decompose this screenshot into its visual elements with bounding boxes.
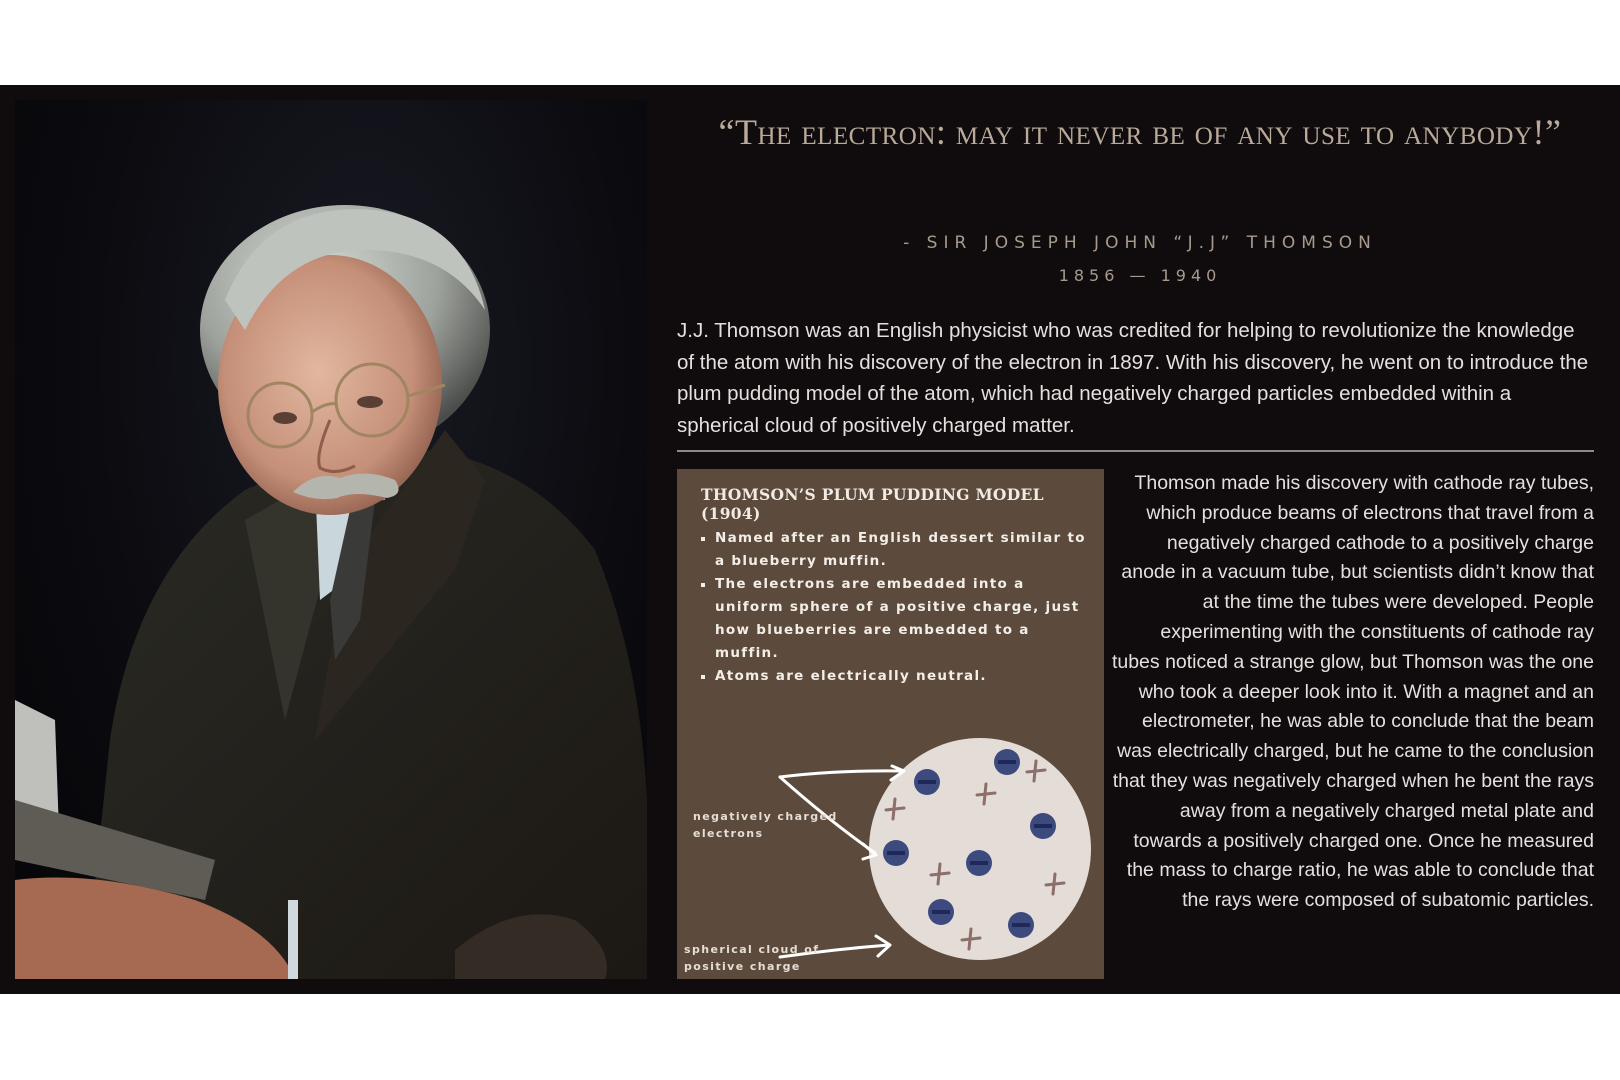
- section-divider: [677, 450, 1594, 452]
- quote-author: - SIR JOSEPH JOHN “J.J” THOMSON: [903, 233, 1377, 253]
- plum-pudding-diagram: [677, 469, 1104, 979]
- model-bullet: The electrons are embedded into a uniform sphere of a positive charge, just how blueberries are embedded to a muffin.: [699, 573, 1094, 665]
- model-title: THOMSON’S PLUM PUDDING MODEL (1904): [701, 485, 1044, 523]
- slide: [0, 85, 1620, 994]
- model-bullet: Atoms are electrically neutral.: [699, 665, 1094, 688]
- positive-cloud-label: spherical cloud of positive charge: [684, 943, 820, 973]
- plum-pudding-model-card: [677, 469, 1104, 979]
- portrait-photo: [15, 100, 647, 979]
- intro-paragraph: J.J. Thomson was an English physicist who was credited for helping to revolutionize the knowledge of the atom with his discovery of the electron in 1897. With his discovery, he went on to introduce the plum pudding model of the atom, which had negatively charged particles embedded within a spherical cloud of positively charged matter.: [677, 319, 1589, 437]
- electrons-label: negatively charged electrons: [693, 810, 838, 840]
- portrait-illustration: [15, 100, 647, 979]
- author-lifespan: 1856 — 1940: [1058, 266, 1222, 285]
- quote-text: “The electron: may it never be of any use to anybody!”: [718, 112, 1562, 152]
- discovery-paragraph: Thomson made his discovery with cathode ray tubes, which produce beams of electrons that travel from a negatively charged cathode to a positively charge anode in a vacuum tube, but scientists didn’t know that at the time the tubes were developed. People experimenting with the constituents of cathode ray tubes noticed a strange glow, but Thomson was the one who took a deeper look into it. With a magnet and an electrometer, he was able to conclude that the beam was electrically charged, but he came to the conclusion that they was negatively charged when he bent the rays away from a negatively charged metal plate and towards a positively charged one. Once he measured the mass to charge ratio, he was able to conclude that the rays were composed of subatomic particles.: [1111, 472, 1594, 912]
- model-bullet: Named after an English dessert similar to a blueberry muffin.: [699, 527, 1094, 573]
